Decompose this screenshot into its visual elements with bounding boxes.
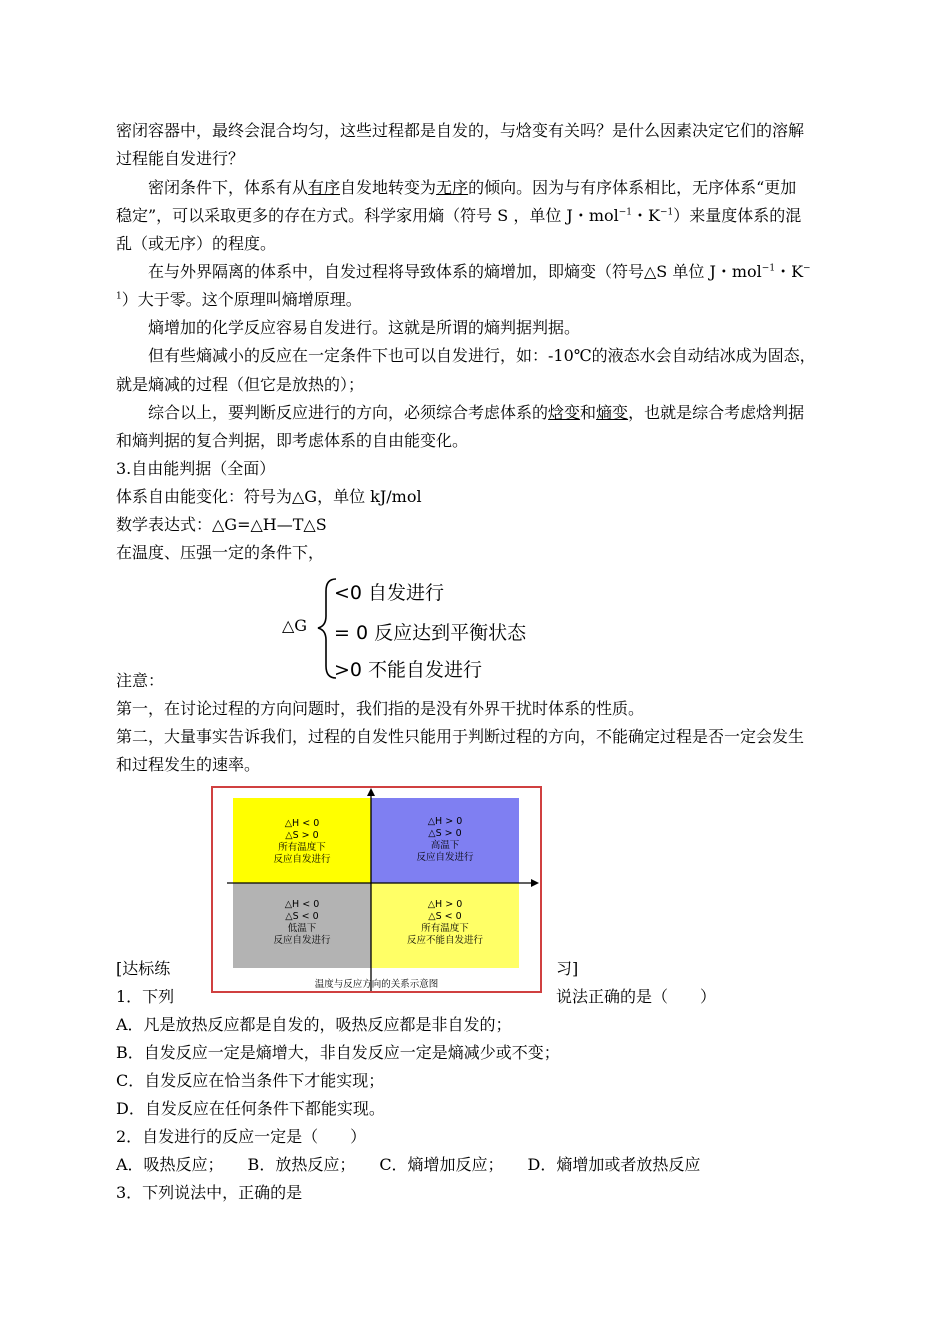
para-line: 稳定”，可以采取更多的存在方式。科学家用熵（符号 S ，单位 J・mol$^{-1}$・$K^{-1}$）来量度体系的混 xyxy=(116,206,802,225)
para-line: 体系自由能变化：符号为△G，单位 kJ/mol xyxy=(116,487,422,506)
question-2-options: A．吸热反应； B．放热反应； C．熵增加反应； D．熵增加或者放热反应 xyxy=(116,1155,701,1174)
note-line: 第一，在讨论过程的方向问题时，我们指的是没有外界干扰时体系的性质。 xyxy=(116,699,645,718)
option: C．自发反应在恰当条件下才能实现； xyxy=(116,1071,385,1090)
para-line: 和熵判据的复合判据，即考虑体系的自由能变化。 xyxy=(116,431,469,450)
section-title: 3.自由能判据（全面） xyxy=(116,459,276,478)
practice-heading-right: 习] xyxy=(556,959,579,978)
formula-line: 数学表达式：△G=△H—T△S xyxy=(116,515,327,534)
quadrant-text-tr: △H > 0 △S > 0 高温下 反应自发进行 xyxy=(416,816,474,863)
quadrant-text-tl: △H < 0 △S > 0 所有温度下 反应自发进行 xyxy=(273,818,331,865)
option: D．自发反应在任何条件下都能实现。 xyxy=(116,1099,385,1118)
temperature-direction-diagram xyxy=(211,786,542,993)
question-1-left: 1．下列 xyxy=(116,987,175,1006)
option: B．自发反应一定是熵增大，非自发反应一定是熵减少或不变； xyxy=(116,1043,560,1062)
delta-g-label: △G xyxy=(282,616,308,635)
axes xyxy=(213,788,540,991)
question-2: 2．自发进行的反应一定是（ ） xyxy=(116,1127,367,1146)
practice-heading-left: [达标练 xyxy=(116,959,171,978)
para-line: 熵增加的化学反应容易自发进行。这就是所谓的熵判据判据。 xyxy=(148,318,581,337)
question-3: 3．下列说法中，正确的是 xyxy=(116,1183,303,1202)
para-line: 在温度、压强一定的条件下， xyxy=(116,543,325,562)
quadrant-text-br: △H > 0 △S < 0 所有温度下 反应不能自发进行 xyxy=(406,899,483,946)
quadrant-text-bl: △H < 0 △S < 0 低温下 反应自发进行 xyxy=(273,899,331,946)
para-line: 密闭条件下，体系有从有序自发地转变为无序的倾向。因为与有序体系相比，无序体系“更加 xyxy=(148,178,797,197)
para-line: 乱（或无序）的程度。 xyxy=(116,234,277,253)
underlined-term: 有序 xyxy=(308,178,341,197)
figure-caption: 温度与反应方向的关系示意图 xyxy=(314,979,439,990)
underlined-term: 焓变 xyxy=(548,403,581,422)
para-line: 就是熵减的过程（但它是放热的）； xyxy=(116,375,365,394)
underlined-term: 熵变 xyxy=(596,403,629,422)
condition-zero: = 0 反应达到平衡状态 xyxy=(334,622,527,644)
note-line: 第二，大量事实告诉我们，过程的自发性只能用于判断过程的方向，不能确定过程是否一定会发生 xyxy=(116,727,805,746)
question-1-right: 说法正确的是（ ） xyxy=(556,987,717,1006)
note-line: 和过程发生的速率。 xyxy=(116,755,261,774)
para-line: 但有些熵减小的反应在一定条件下也可以自发进行，如：-10℃的液态水会自动结冰成为固态， xyxy=(148,346,816,365)
condition-positive: >0 不能自发进行 xyxy=(334,659,483,681)
para-line: $^1$）大于零。这个原理叫熵增原理。 xyxy=(116,290,362,309)
note-title: 注意： xyxy=(116,671,165,690)
para-line: 密闭容器中，最终会混合均匀，这些过程都是自发的，与焓变有关吗？是什么因素决定它们的溶解 xyxy=(116,121,805,140)
para-line: 在与外界隔离的体系中，自发过程将导致体系的熵增加，即熵变（符号△S 单位 J・mol$^{-1}$・K− xyxy=(148,262,811,281)
para-line: 综合以上，要判断反应进行的方向，必须综合考虑体系的焓变和熵变，也就是综合考虑焓判据 xyxy=(148,403,805,422)
para-line: 过程能自发进行？ xyxy=(116,149,245,168)
option: A．凡是放热反应都是自发的，吸热反应都是非自发的； xyxy=(116,1015,512,1034)
underlined-term: 无序 xyxy=(436,178,469,197)
condition-negative: <0 自发进行 xyxy=(334,582,445,604)
